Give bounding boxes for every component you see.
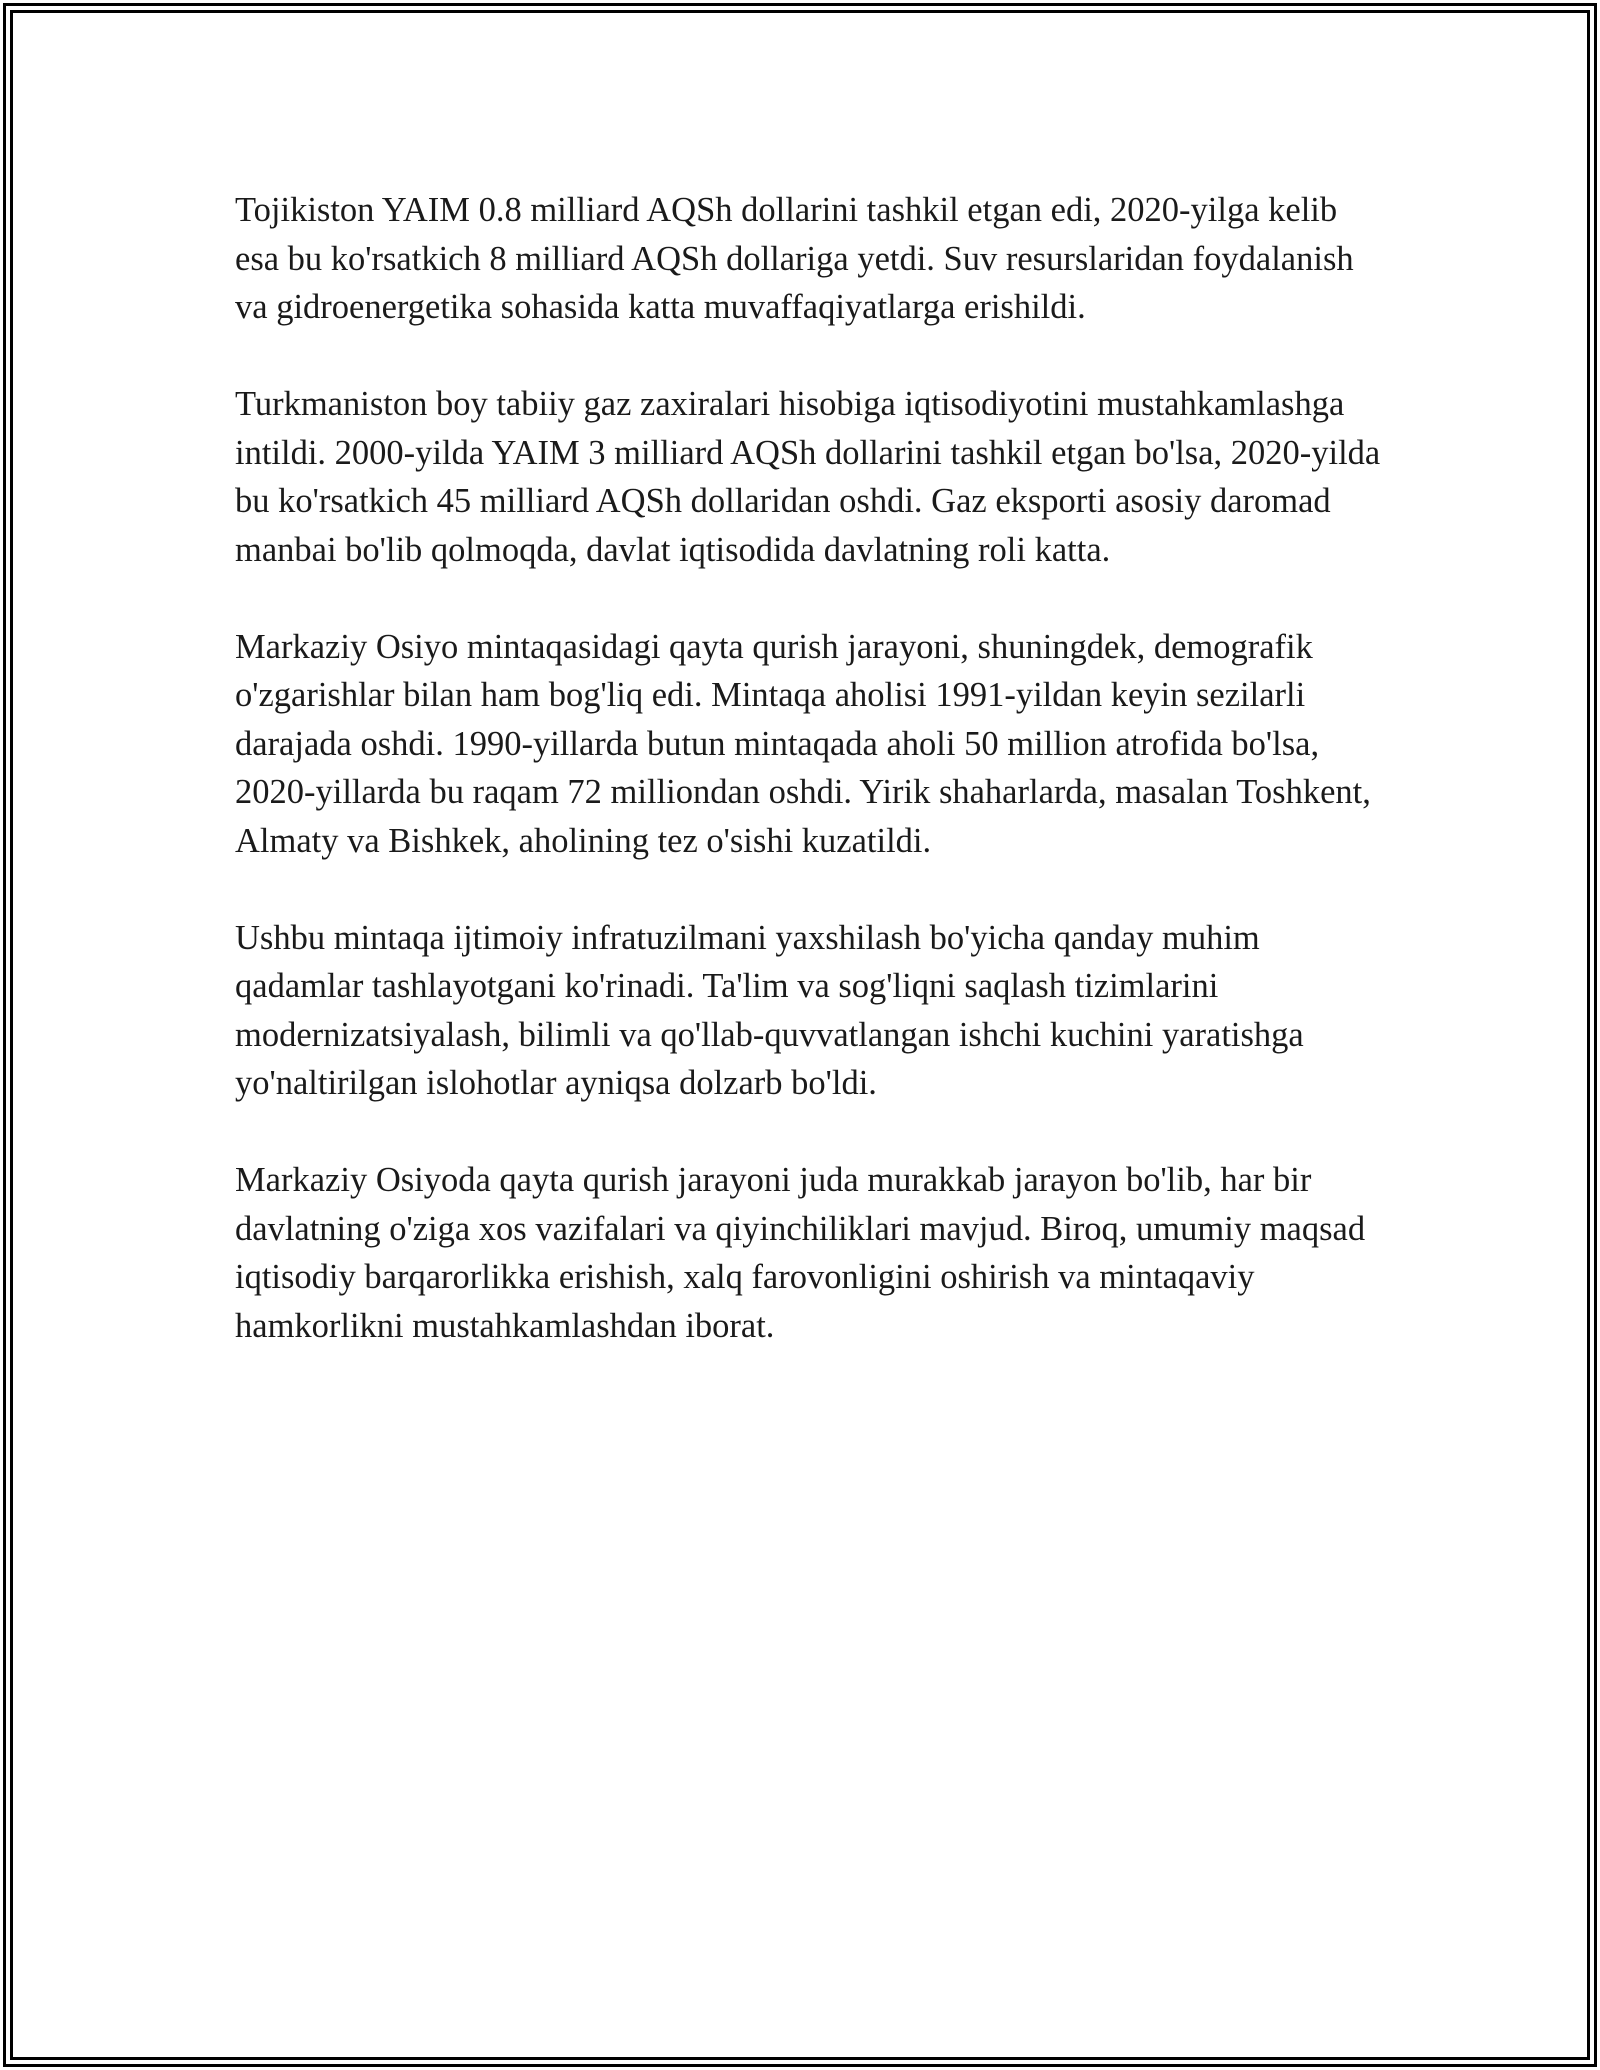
paragraph-demographics: Markaziy Osiyo mintaqasidagi qayta qurish jarayoni, shuningdek, demografik o'zgarishlar bilan ham bog'liq edi. Mintaqa aholisi 1991-yildan keyin sezilarli darajada oshdi. 1990-yillarda butun mintaqada aholi 50 million atrofida bo'lsa, 2020-yillarda bu raqam 72 milliondan oshdi. Yirik shaharlarda, masalan Toshkent, Almaty va Bishkek, aholining tez o'sishi kuzatildi. bbox=[235, 627, 1371, 860]
paragraph-social-infrastructure: Ushbu mintaqa ijtimoiy infratuzilmani yaxshilash bo'yicha qanday muhim qadamlar tashlayotgani ko'rinadi. Ta'lim va sog'liqni saqlash tizimlarini modernizatsiyalash, bilimli va qo'llab-quvvatlangan ishchi kuchini yaratishga yo'naltirilgan islohotlar ayniqsa dolzarb bo'ldi. bbox=[235, 918, 1304, 1102]
document-body bbox=[235, 186, 1385, 1350]
paragraph-tajikistan: Tojikiston YAIM 0.8 milliard AQSh dollarini tashkil etgan edi, 2020-yilga kelib esa bu ko'rsatkich 8 milliard AQSh dollariga yetdi. Suv resurslaridan foydalanish va gidroenergetika sohasida katta muvaffaqiyatlarga erishildi. bbox=[235, 191, 1354, 326]
paragraph-conclusion: Markaziy Osiyoda qayta qurish jarayoni juda murakkab jarayon bo'lib, har bir davlatning o'ziga xos vazifalari va qiyinchiliklari mavjud. Biroq, umumiy maqsad iqtisodiy barqarorlikka erishish, xalq farovonligini oshirish va mintaqaviy hamkorlikni mustahkamlashdan iborat. bbox=[235, 1161, 1366, 1345]
paragraph-turkmenistan: Turkmaniston boy tabiiy gaz zaxiralari hisobiga iqtisodiyotini mustahkamlashga intildi. 2000-yilda YAIM 3 milliard AQSh dollarini tashkil etgan bo'lsa, 2020-yilda bu ko'rsatkich 45 milliard AQSh dollaridan oshdi. Gaz eksporti asosiy daromad manbai bo'lib qolmoqda, davlat iqtisodida davlatning roli katta. bbox=[235, 385, 1381, 569]
